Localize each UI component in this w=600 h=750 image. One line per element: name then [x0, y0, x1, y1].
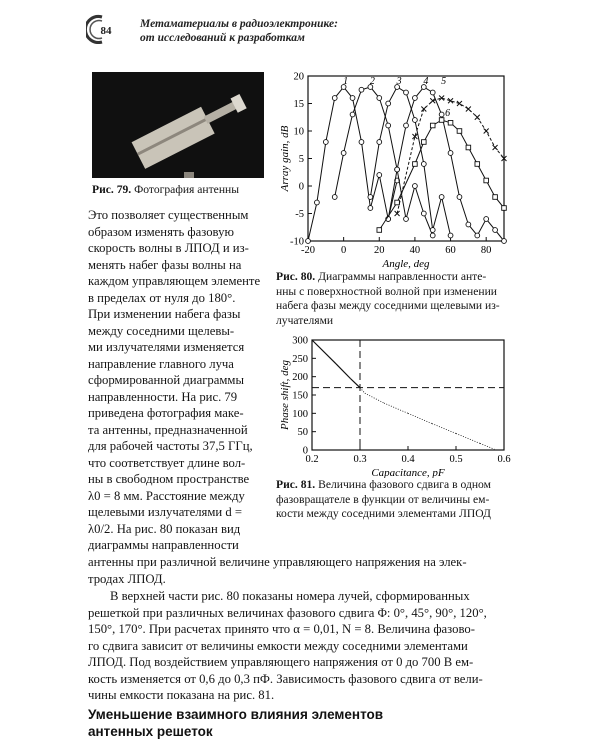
y-tick-label: 250 — [292, 353, 308, 365]
data-point — [413, 184, 418, 189]
beam-label-1: 1 — [343, 76, 349, 87]
y-tick-label: 300 — [292, 335, 308, 347]
body-line: диаграммы направленности — [88, 538, 239, 552]
y-axis-label: Array gain, dB — [279, 125, 291, 192]
body-line: ны в свободном пространстве — [88, 472, 250, 486]
data-point — [484, 217, 489, 222]
data-point — [377, 96, 382, 101]
body-line: При изменении набега фазы — [88, 307, 241, 321]
data-point — [386, 101, 391, 106]
y-tick-label: 10 — [293, 126, 304, 138]
figure81-caption-label: Рис. 81. — [276, 478, 316, 491]
body-line: В верхней части рис. 80 показаны номера лучей, сформированных — [110, 589, 470, 603]
data-point — [341, 151, 346, 156]
data-point — [430, 228, 435, 233]
x-tick-label: 0 — [341, 245, 347, 256]
x-axis-label: Angle, deg — [382, 258, 430, 270]
body-line: антенны при различной величине управляющего напряжения на элек- — [88, 555, 467, 569]
body-line: скорость волны в ЛПОД и из- — [88, 241, 249, 255]
data-point — [439, 118, 444, 123]
body-line: образом изменять фазовую — [88, 224, 234, 239]
data-point — [484, 129, 489, 134]
data-point — [439, 195, 444, 200]
data-point — [475, 162, 480, 167]
data-point — [457, 101, 462, 106]
figure80-caption-line: нны с поверхностной волной при изменении — [276, 284, 497, 298]
phase-curve-segment — [432, 424, 456, 434]
body-line: чины емкости показана на рис. 81. — [88, 688, 275, 702]
data-point — [457, 195, 462, 200]
data-point — [439, 96, 444, 101]
body-paragraph-2 — [88, 588, 518, 704]
data-point — [395, 200, 400, 205]
data-point — [448, 120, 453, 125]
figure80-caption-label: Рис. 80. — [276, 270, 316, 283]
data-point — [457, 129, 462, 134]
figure79-caption-text: Фотография антенны — [134, 183, 240, 196]
data-point — [386, 123, 391, 128]
figure80-caption-line: Диаграммы направленности анте- — [318, 270, 487, 283]
data-point — [448, 151, 453, 156]
data-point — [413, 118, 418, 123]
body-line: ми излучателями изменяется — [88, 340, 245, 354]
body-line: между соседними щелевы- — [88, 323, 235, 338]
data-point — [466, 145, 471, 150]
figure81-phase-shift-chart — [276, 330, 520, 478]
body-line: щелевыми излучателями d = — [88, 505, 243, 519]
data-point — [377, 173, 382, 178]
data-point — [315, 200, 320, 205]
data-point — [493, 145, 498, 150]
x-tick-label: 0.6 — [497, 454, 511, 465]
data-point — [306, 239, 311, 244]
data-point — [422, 140, 427, 145]
phase-curve-segment — [384, 403, 408, 413]
y-tick-label: 50 — [297, 427, 308, 439]
section-heading — [88, 706, 383, 740]
body-line: решеткой при различных величинах фазового сдвига Φ: 0°, 45°, 90°, 120°, — [88, 605, 487, 620]
y-tick-label: 20 — [293, 71, 304, 83]
data-point — [448, 233, 453, 238]
y-tick-label: 150 — [292, 390, 308, 402]
data-point — [368, 206, 373, 211]
data-point — [430, 233, 435, 238]
publisher-logo-icon — [86, 14, 122, 44]
x-axis-label: Capacitance, pF — [371, 467, 445, 478]
data-point — [404, 90, 409, 95]
data-point — [430, 123, 435, 128]
data-point — [493, 195, 498, 200]
data-point — [350, 96, 355, 101]
body-line: ЛПОД. Под воздействием управляющего напряжения от 0 до 700 В ем- — [88, 655, 474, 669]
x-tick-label: 0.3 — [353, 454, 367, 465]
series-line-2 — [335, 87, 433, 236]
figure81-caption-line: Величина фазового сдвига в одном — [318, 478, 491, 491]
y-tick-label: 5 — [298, 154, 304, 165]
figure79-caption — [92, 183, 239, 198]
data-point — [404, 123, 409, 128]
data-point — [502, 206, 507, 211]
phase-curve-segment — [456, 434, 480, 444]
plot-frame — [312, 340, 504, 450]
y-tick-label: 100 — [292, 408, 308, 420]
y-tick-label: -5 — [295, 209, 304, 220]
body-line: Это позволяет существенным — [88, 208, 249, 222]
data-point — [421, 211, 426, 216]
data-point — [359, 87, 364, 92]
data-point — [413, 162, 418, 167]
y-tick-label: -10 — [290, 236, 304, 248]
body-line: го сдвига зависит от величины емкости между соседними элементами — [88, 638, 468, 653]
data-point — [395, 167, 400, 172]
beam-label-3: 3 — [396, 76, 402, 87]
body-line: приведена фотография маке- — [88, 406, 244, 420]
data-point — [359, 140, 364, 145]
figure81-caption-line: фазовращателе в функции от величины ем- — [276, 492, 490, 506]
x-tick-label: 60 — [445, 245, 456, 256]
data-point — [368, 195, 373, 200]
y-tick-label: 0 — [298, 181, 304, 193]
figure81-caption-line: кости между соседними элементами ЛПОД — [276, 507, 491, 520]
body-line: в пределах от нуля до 180°. — [88, 290, 236, 305]
data-point — [323, 140, 328, 145]
y-axis-label: Phase shift, deg — [279, 360, 291, 430]
section-heading-line2: антенных решеток — [88, 724, 213, 739]
x-tick-label: 0.5 — [449, 454, 463, 465]
y-tick-label: 200 — [292, 372, 308, 384]
body-line: менять набег фазы волны на — [88, 257, 242, 272]
x-tick-label: 80 — [480, 245, 492, 256]
beam-label-4: 4 — [423, 76, 429, 87]
body-line: для рабочей частоты 37,5 ГГц, — [88, 439, 253, 453]
phase-curve-segment — [312, 340, 336, 364]
figure81-caption — [276, 478, 520, 522]
figure80-caption-line: набега фазы между соседними щелевыми из- — [276, 299, 500, 312]
body-line: что соответствует длине вол- — [88, 455, 246, 470]
beam-label-5: 5 — [441, 76, 447, 87]
section-heading-line1: Уменьшение взаимного влияния элементов — [88, 707, 384, 722]
figure80-caption-line: лучателями — [276, 313, 334, 327]
data-point — [421, 107, 426, 112]
figure80-caption — [276, 270, 520, 328]
body-full-text — [88, 554, 518, 587]
x-tick-label: 0.2 — [305, 454, 319, 465]
body-line: кость изменяется от 0,6 до 0,3 пФ. Зависимость фазового сдвига от вели- — [88, 671, 483, 686]
body-line: та антенны, предназначенной — [88, 422, 248, 437]
body-line: 150°, 170°. При расчетах принято что α = 0,01, N = 8. Величина фазово- — [88, 622, 475, 636]
data-point — [404, 217, 409, 222]
phase-curve-segment — [360, 388, 365, 394]
series-line-3 — [370, 87, 450, 236]
data-point — [466, 222, 471, 227]
data-point — [466, 107, 471, 112]
phase-curve-segment — [336, 364, 350, 379]
data-point — [475, 233, 480, 238]
beam-label-6: 6 — [445, 108, 451, 119]
running-header-line1: Метаматериалы в радиоэлектронике: — [140, 18, 338, 30]
antenna-photo — [92, 72, 264, 178]
phase-curve-segment — [408, 413, 432, 423]
page-number: 84 — [100, 25, 112, 37]
x-tick-label: 0.4 — [401, 454, 415, 465]
data-point — [502, 239, 507, 244]
body-line: тродах ЛПОД. — [88, 571, 166, 586]
data-point — [377, 228, 382, 233]
data-point — [475, 115, 480, 120]
x-tick-label: -20 — [301, 245, 315, 256]
body-column-text — [88, 207, 268, 554]
body-line: каждом управляющем элементе — [88, 274, 261, 288]
y-tick-label: 0 — [302, 445, 308, 457]
figure80-radiation-pattern-chart — [276, 66, 520, 270]
running-header-line2: от исследований к разработкам — [140, 32, 305, 44]
body-line: λ0 = 8 мм. Расстояние между — [88, 488, 245, 503]
data-point — [413, 96, 418, 101]
x-tick-label: 20 — [374, 245, 385, 256]
x-tick-label: 40 — [409, 245, 421, 256]
data-point — [484, 178, 489, 183]
phase-curve-segment — [350, 379, 360, 388]
data-point — [350, 112, 355, 117]
phase-curve-segment — [365, 393, 384, 403]
body-line: направленности. На рис. 79 — [88, 389, 238, 404]
data-point — [332, 96, 337, 101]
data-point — [430, 90, 435, 95]
data-point — [332, 195, 337, 200]
beam-label-2: 2 — [369, 76, 375, 87]
data-point — [493, 228, 498, 233]
body-line: λ0/2. На рис. 80 показан вид — [88, 521, 241, 536]
body-line: направление главного луча — [88, 356, 234, 371]
data-point — [377, 140, 382, 145]
y-tick-label: 15 — [293, 99, 304, 110]
data-point — [421, 162, 426, 167]
phase-curve-segment — [480, 443, 494, 449]
data-point — [439, 112, 444, 117]
figure79-caption-label: Рис. 79. — [92, 183, 132, 196]
body-line: сформированной диаграммы — [88, 373, 244, 387]
running-header — [140, 17, 338, 45]
